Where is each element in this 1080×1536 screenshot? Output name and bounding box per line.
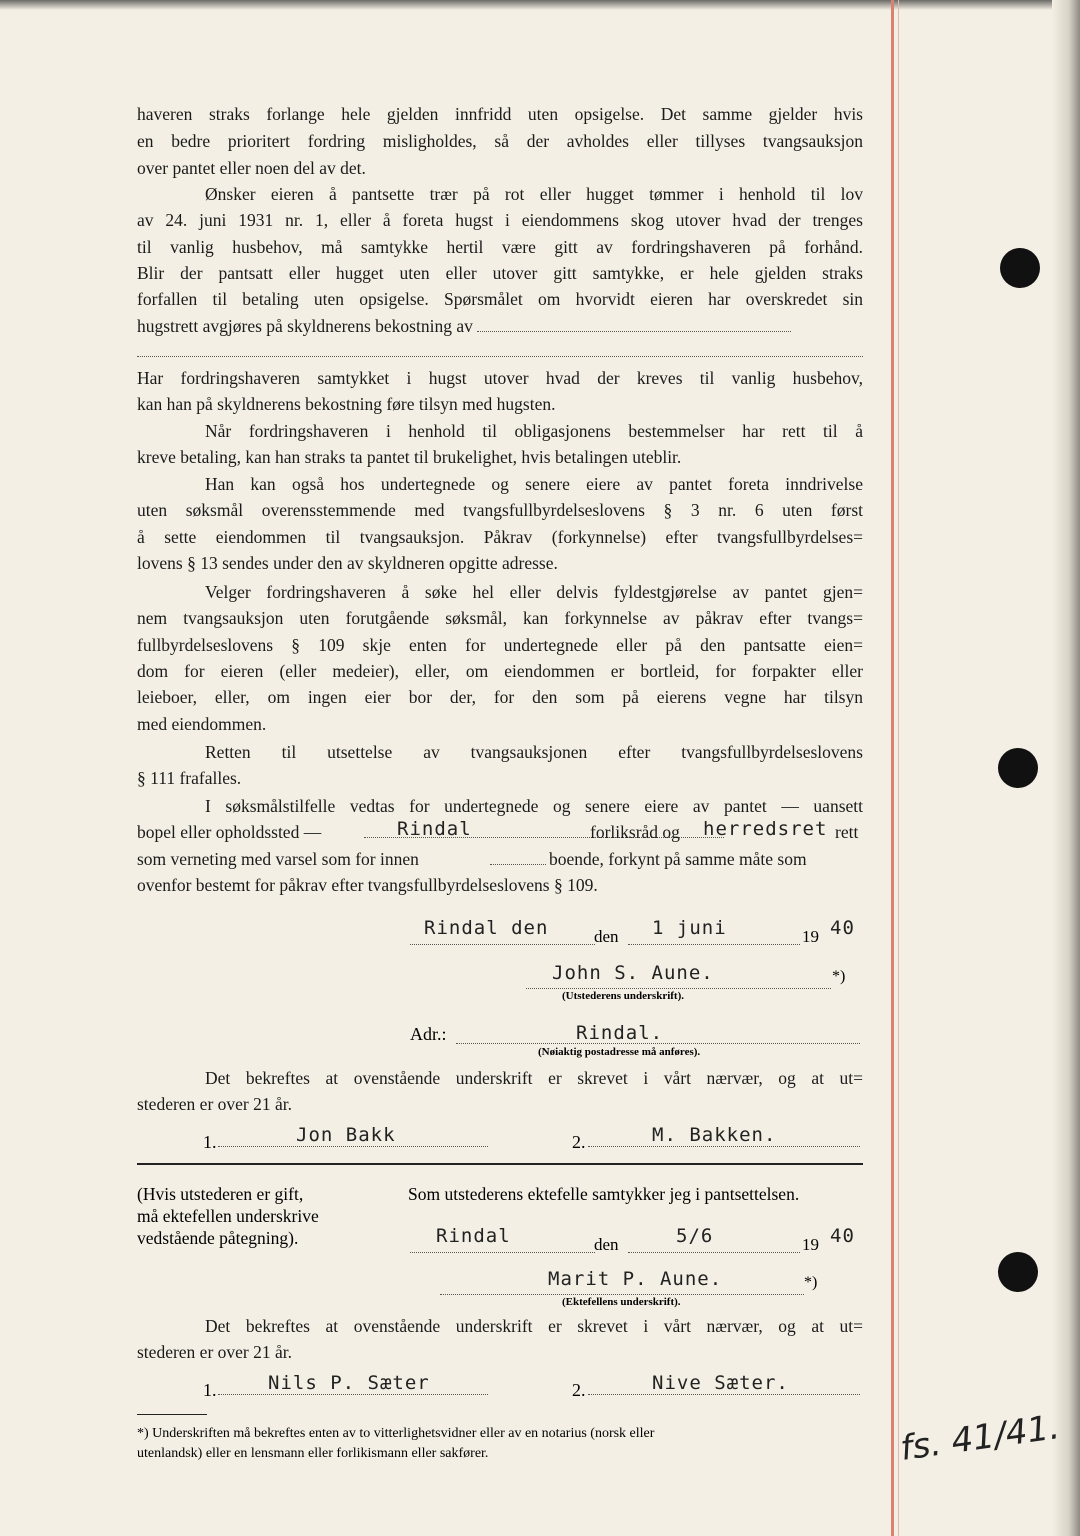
handwritten-address: Rindal. [576, 1022, 664, 1044]
dotted-rule [526, 988, 831, 989]
margin-rule-secondary [898, 0, 899, 1536]
signature-caption: (Utstederens underskrift). [562, 990, 685, 1002]
handwritten-place: Rindal [397, 818, 472, 840]
spouse-note-line: må ektefellen underskrive [137, 1206, 319, 1226]
text-fragment: forliksråd og [590, 822, 680, 842]
text-line: Har fordringshaveren samtykket i hugst utover hvad der kreves til vanlig husbehov, [137, 368, 863, 388]
text-line: Ønsker eieren å pantsette trær på rot eller hugget tømmer i henhold til lov [205, 184, 863, 204]
dotted-rule [588, 1394, 860, 1395]
dotted-rule [588, 1146, 860, 1147]
dotted-rule [218, 1146, 488, 1147]
text-line: haveren straks forlange hele gjelden innfridd uten opsigelse. Det samme gjelder hvis [137, 104, 863, 124]
den-label: den [594, 927, 619, 946]
signature-caption: (Ektefellens underskrift). [562, 1296, 681, 1308]
handwritten-place-date: Rindal den [424, 917, 549, 939]
witness-signature: M. Bakken. [652, 1124, 777, 1146]
dotted-rule [628, 1252, 800, 1253]
handwritten-place: Rindal [436, 1225, 511, 1247]
text-line: leieboer, eller, om ingen eier bor der, for den som på eierens vegne har tilsyn [137, 687, 863, 707]
text-line: Velger fordringshaveren å søke hel eller delvis fyldestgjørelse av pantet gjen= [205, 582, 863, 602]
dotted-rule [410, 944, 595, 945]
handwritten-court: herredsret [703, 818, 828, 840]
issuer-signature: John S. Aune. [552, 962, 714, 984]
text-fragment: som verneting med varsel som for innen [137, 849, 419, 869]
blank-field [490, 864, 546, 865]
footnote-marker: *) [832, 968, 846, 985]
punch-hole [1000, 248, 1040, 288]
punch-hole [998, 748, 1038, 788]
dotted-rule [410, 1252, 595, 1253]
handwritten-year: 40 [830, 1225, 855, 1247]
footnote-line: *) Underskriften må bekreftes enten av to vitterlighetsvidner eller av en notarius (norsk eller [137, 1426, 655, 1441]
witness-signature: Nive Sæter. [652, 1372, 789, 1394]
text-line: nem tvangsauksjon uten forutgående søksmål, kan forkynnelse av påkrav efter tvangs= [137, 608, 863, 628]
witness-number: 2. [572, 1380, 586, 1400]
text-line: Det bekreftes at ovenstående underskrift er skrevet i vårt nærvær, og at ut= [205, 1068, 863, 1088]
blank-field [477, 331, 791, 332]
text-line [137, 316, 863, 337]
address-caption: (Nøiaktig postadresse må anføres). [538, 1046, 701, 1058]
den-label: den [594, 1235, 619, 1254]
dotted-rule [440, 1294, 804, 1295]
margin-annotation: fs. 41/41. [897, 1407, 1063, 1469]
spouse-note-line: vedstående påtegning). [137, 1228, 299, 1248]
text-line: kan han på skyldnerens bekostning føre tilsyn med hugsten. [137, 394, 556, 414]
handwritten-date: 1 juni [652, 917, 727, 939]
text-line: av 24. juni 1931 nr. 1, eller å foreta hugst i eiendommens skog utover hvad der trenges [137, 210, 863, 230]
text-line: stederen er over 21 år. [137, 1342, 292, 1362]
text-line: over pantet eller noen del av det. [137, 158, 366, 178]
address-label: Adr.: [410, 1024, 447, 1044]
page-top-edge [0, 0, 1080, 10]
spouse-signature: Marit P. Aune. [548, 1268, 723, 1290]
text-line: fullbyrdelseslovens § 109 skje enten for undertegnede eller på den pantsatte eien= [137, 635, 863, 655]
section-divider [137, 1163, 863, 1165]
text-line: § 111 frafalles. [137, 768, 242, 788]
handwritten-year: 40 [830, 917, 855, 939]
text-fragment: bopel eller opholdssted — [137, 822, 322, 842]
text-line: til vanlig husbehov, må samtykke hertil være gitt av fordringshaveren på forhånd. [137, 237, 863, 257]
text-line: Han kan også hos undertegnede og senere eiere av pantet foreta inndrivelse [205, 474, 863, 494]
margin-rule [891, 0, 894, 1536]
text-line: Retten til utsettelse av tvangsauksjonen efter tvangsfullbyrdelseslovens [205, 742, 863, 762]
witness-number: 1. [203, 1380, 217, 1400]
year-prefix: 19 [802, 927, 819, 946]
dotted-rule [218, 1394, 488, 1395]
spouse-note-line: (Hvis utstederen er gift, [137, 1184, 304, 1204]
text-line: med eiendommen. [137, 714, 267, 734]
text-line: dom for eieren (eller medeier), eller, om eiendommen er bortleid, for forpakter eller [137, 661, 863, 681]
footnote-marker: *) [804, 1274, 818, 1291]
text-line: å sette eiendommen til tvangsauksjon. Påkrav (forkynnelse) efter tvangsfullbyrdelses= [137, 527, 863, 547]
witness-number: 2. [572, 1132, 586, 1152]
text-line: Det bekreftes at ovenstående underskrift er skrevet i vårt nærvær, og at ut= [205, 1316, 863, 1336]
handwritten-date: 5/6 [676, 1225, 714, 1247]
text-line: Blir der pantsatt eller hugget uten eller utover gitt samtykke, er hele gjelden straks [137, 263, 863, 283]
dotted-rule [137, 356, 863, 357]
text-fragment: rett [835, 822, 859, 842]
text-line: stederen er over 21 år. [137, 1094, 292, 1114]
witness-signature: Nils P. Sæter [268, 1372, 430, 1394]
text-line: forfallen til betaling uten opsigelse. Spørsmålet om hvorvidt eieren har overskredet sin [137, 289, 863, 309]
dotted-rule [628, 944, 800, 945]
text-line: I søksmålstilfelle vedtas for undertegnede og senere eiere av pantet — uansett [205, 796, 863, 816]
footnote-line: utenlandsk) eller en lensmann eller forlikismann eller sakfører. [137, 1446, 489, 1461]
text-line: kreve betaling, kan han straks ta pantet til brukelighet, hvis betalingen uteblir. [137, 447, 682, 467]
footnote-rule [137, 1414, 207, 1415]
text-line: en bedre prioritert fordring misligholdes, så der avholdes eller tillyses tvangsauksjon [137, 131, 863, 151]
text-fragment: ovenfor bestemt for påkrav efter tvangsfullbyrdelseslovens § 109. [137, 875, 598, 895]
text-line: Når fordringshaveren i henhold til obligasjonens bestemmelser har rett til å [205, 421, 863, 441]
witness-signature: Jon Bakk [296, 1124, 396, 1146]
witness-number: 1. [203, 1132, 217, 1152]
year-prefix: 19 [802, 1235, 819, 1254]
text-line: uten søksmål overensstemmende med tvangsfullbyrdelseslovens § 3 nr. 6 uten først [137, 500, 863, 520]
text-line: lovens § 13 sendes under den av skyldneren opgitte adresse. [137, 553, 558, 573]
punch-hole [998, 1252, 1038, 1292]
spouse-consent: Som utstederens ektefelle samtykker jeg i pantsettelsen. [408, 1184, 800, 1204]
page-right-edge [1052, 0, 1080, 1536]
text-fragment: hugstrett avgjøres på skyldnerens bekostning av [137, 316, 473, 336]
text-fragment: boende, forkynt på samme måte som [549, 849, 807, 869]
